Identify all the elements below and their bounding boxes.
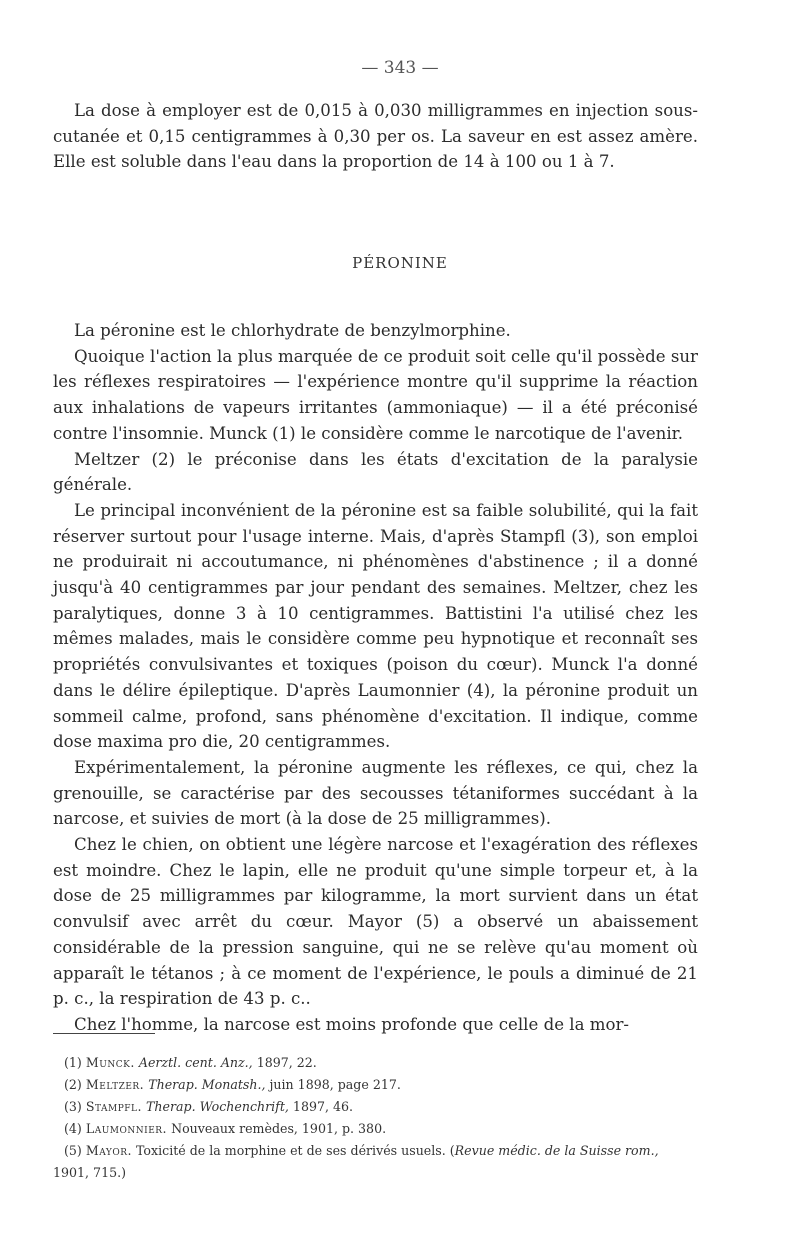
footnote-author: Stampfl. [85,1099,142,1114]
paragraph: Meltzer (2) le préconise dans les états d'excitation de la paralysie générale. [53,449,698,495]
footnote-number: (5) [64,1143,82,1158]
footnote [53,1118,698,1140]
footnote-number: (2) [64,1077,82,1092]
paragraph: La péronine est le chlorhydrate de benzylmorphine. [74,321,511,340]
footnote-title: Aerztl. cent. Anz., [138,1055,253,1070]
footnote-rest: Toxicité de la morphine et de ses dérivés usuels. ( [132,1143,455,1158]
footnote-number: (1) [64,1055,82,1070]
footnote-title: Therap. Monatsh., [148,1077,266,1092]
footnote [53,1074,698,1096]
footnote-number: (3) [64,1099,82,1114]
footnote-author: Meltzer. [85,1077,145,1092]
footnote-rest: Nouveaux remèdes, 1901, p. 380. [167,1121,387,1136]
paragraph: Quoique l'action la plus marquée de ce produit soit celle qu'il possède sur les réflexes respiratoires — l'expérience montre qu'il supprime la réaction aux inhalations de vapeurs irritantes (ammoniaque) — il a été préconisé contre l'insomnie. Munck (1) le considère comme le narcotique de l'avenir. [53,346,698,443]
footnote-title: Revue médic. de la Suisse rom., [454,1143,659,1158]
footnote-divider [53,1033,155,1034]
footnote-number: (4) [64,1121,82,1136]
intro-text [53,98,698,239]
footnote-rest: 1897, 22. [252,1055,317,1070]
paragraph: Le principal inconvénient de la péronine est sa faible solubilité, qui la fait réserver surtout pour l'usage interne. Mais, d'après Stampfl (3), son emploi ne produirait ni accoutumance, ni phénomènes d'abstinence ; il a donné jusqu'à 40 centigrammes par jour pendant des semaines. Meltzer, chez les paralytiques, donne 3 à 10 centigrammes. Battistini l'a utilisé chez les mêmes malades, mais le considère comme peu hypnotique et reconnaît ses propriétés convulsivantes et toxiques (poison du cœur). Munck l'a donné dans le délire épileptique. D'après Laumonnier (4), la péronine produit un sommeil calme, profond, sans phénomène d'excitation. Il indique, comme dose maxima pro die, 20 centigrammes. [53,500,698,752]
paragraph: Expérimentalement, la péronine augmente les réflexes, ce qui, chez la grenouille, se caractérise par des secousses tétaniformes succédant à la narcose, et suivies de mort (à la dose de 25 milligrammes). [53,757,698,829]
paragraph: Chez le chien, on obtient une légère narcose et l'exagération des réflexes est moindre. Chez le lapin, elle ne produit qu'une simple torpeur et, à la dose de 25 milligrammes par kilogramme, la mort survient dans un état convulsif avec arrêt du cœur. Mayor (5) a observé un abaissement considérable de la pression sanguine, qui ne se relève qu'au moment où apparaît le tétanos ; à ce moment de l'expérience, le pouls a diminué de 21 p. c., la respiration de 43 p. c.. [53,835,698,1009]
footnote-rest: 1901, 715.) [53,1165,127,1180]
section-title: PÉRONINE [352,254,448,272]
footnote [53,1096,698,1118]
footnote [53,1140,698,1184]
footnote-author: Munck. [85,1055,135,1070]
footnote-title: Therap. Wochenchrift, [146,1099,289,1114]
footnote-author: Laumonnier. [85,1121,168,1136]
body-text [53,318,698,1038]
footnote-rest: 1897, 46. [288,1099,354,1114]
footnote-rest: juin 1898, page 217. [265,1077,401,1092]
footnotes [53,1052,698,1184]
footnote [53,1052,698,1074]
intro-paragraph: La dose à employer est de 0,015 à 0,030 milligrammes en injection sous-cutanée et 0,15 centigrammes à 0,30 per os. La saveur en est assez amère. Elle est soluble dans l'eau dans la proportion de 14 à 100 ou 1 à 7. [53,101,698,172]
footnote-author: Mayor. [85,1143,132,1158]
paragraph: Chez l'homme, la narcose est moins profonde que celle de la mor- [74,1014,630,1034]
page-number: — 343 — [361,58,439,78]
